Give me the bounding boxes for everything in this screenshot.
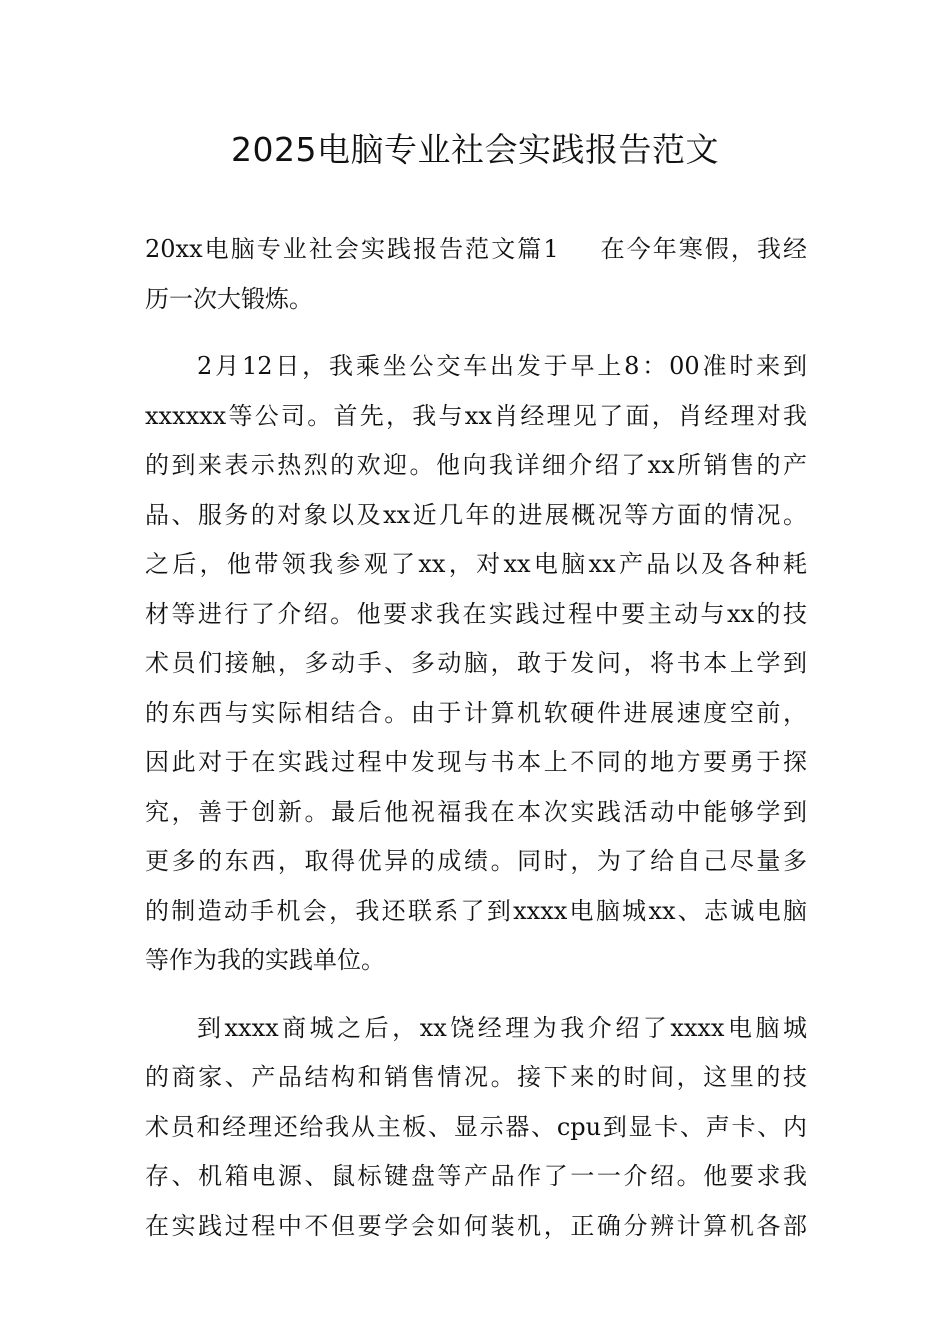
paragraph-1-line: 的制造动手机会，我还联系了到xxxx电脑城xx、志诚电脑	[145, 896, 807, 925]
paragraph-1-line: 更多的东西，取得优异的成绩。同时，为了给自己尽量多	[145, 847, 807, 875]
paragraph-2-line: 存、机箱电源、鼠标键盘等产品作了一一介绍。他要求我	[145, 1162, 807, 1190]
paragraph-1	[145, 342, 807, 986]
intro-line1-rest: 在今年寒假，我经	[598, 235, 807, 263]
paragraph-1-line: 因此对于在实践过程中发现与书本上不同的地方要勇于探	[145, 748, 807, 776]
paragraph-1-line: 品、服务的对象以及xx近几年的进展概况等方面的情况。	[145, 500, 807, 529]
paragraph-2-line: 术员和经理还给我从主板、显示器、cpu到显卡、声卡、内	[145, 1112, 807, 1141]
intro-line-2: 历一次大锻炼。	[145, 284, 313, 313]
document-title: 2025电脑专业社会实践报告范文	[231, 130, 719, 169]
paragraph-1-line: 的到来表示热烈的欢迎。他向我详细介绍了xx所销售的产	[145, 451, 807, 479]
paragraph-2-line: 到xxxx商城之后，xx饶经理为我介绍了xxxx电脑城	[197, 1013, 807, 1042]
paragraph-1-line: 材等进行了介绍。他要求我在实践过程中要主动与xx的技	[145, 599, 807, 628]
paragraph-2-line: 的商家、产品结构和销售情况。接下来的时间，这里的技	[145, 1063, 807, 1091]
paragraph-2-line: 在实践过程中不但要学会如何装机，正确分辨计算机各部	[145, 1211, 807, 1240]
paragraph-1-line: xxxxxx等公司。首先，我与xx肖经理见了面，肖经理对我	[145, 401, 807, 430]
paragraph-1-line: 术员们接触，多动手、多动脑，敢于发问，将书本上学到	[145, 649, 807, 677]
paragraph-1-line: 究，善于创新。最后他祝福我在本次实践活动中能够学到	[145, 797, 807, 826]
paragraph-1-line: 之后，他带领我参观了xx，对xx电脑xx产品以及各种耗	[145, 550, 807, 578]
document-body	[145, 225, 807, 1251]
paragraph-1-line: 的东西与实际相结合。由于计算机软硬件进展速度空前，	[145, 698, 807, 727]
intro-line-1	[145, 225, 807, 275]
paragraph-1-line: 等作为我的实践单位。	[145, 946, 385, 974]
paragraph-2	[145, 1004, 807, 1252]
intro-heading: 20xx电脑专业社会实践报告范文篇1	[145, 235, 559, 263]
paragraph-1-line: 2月12日，我乘坐公交车出发于早上8：00准时来到	[197, 352, 807, 380]
